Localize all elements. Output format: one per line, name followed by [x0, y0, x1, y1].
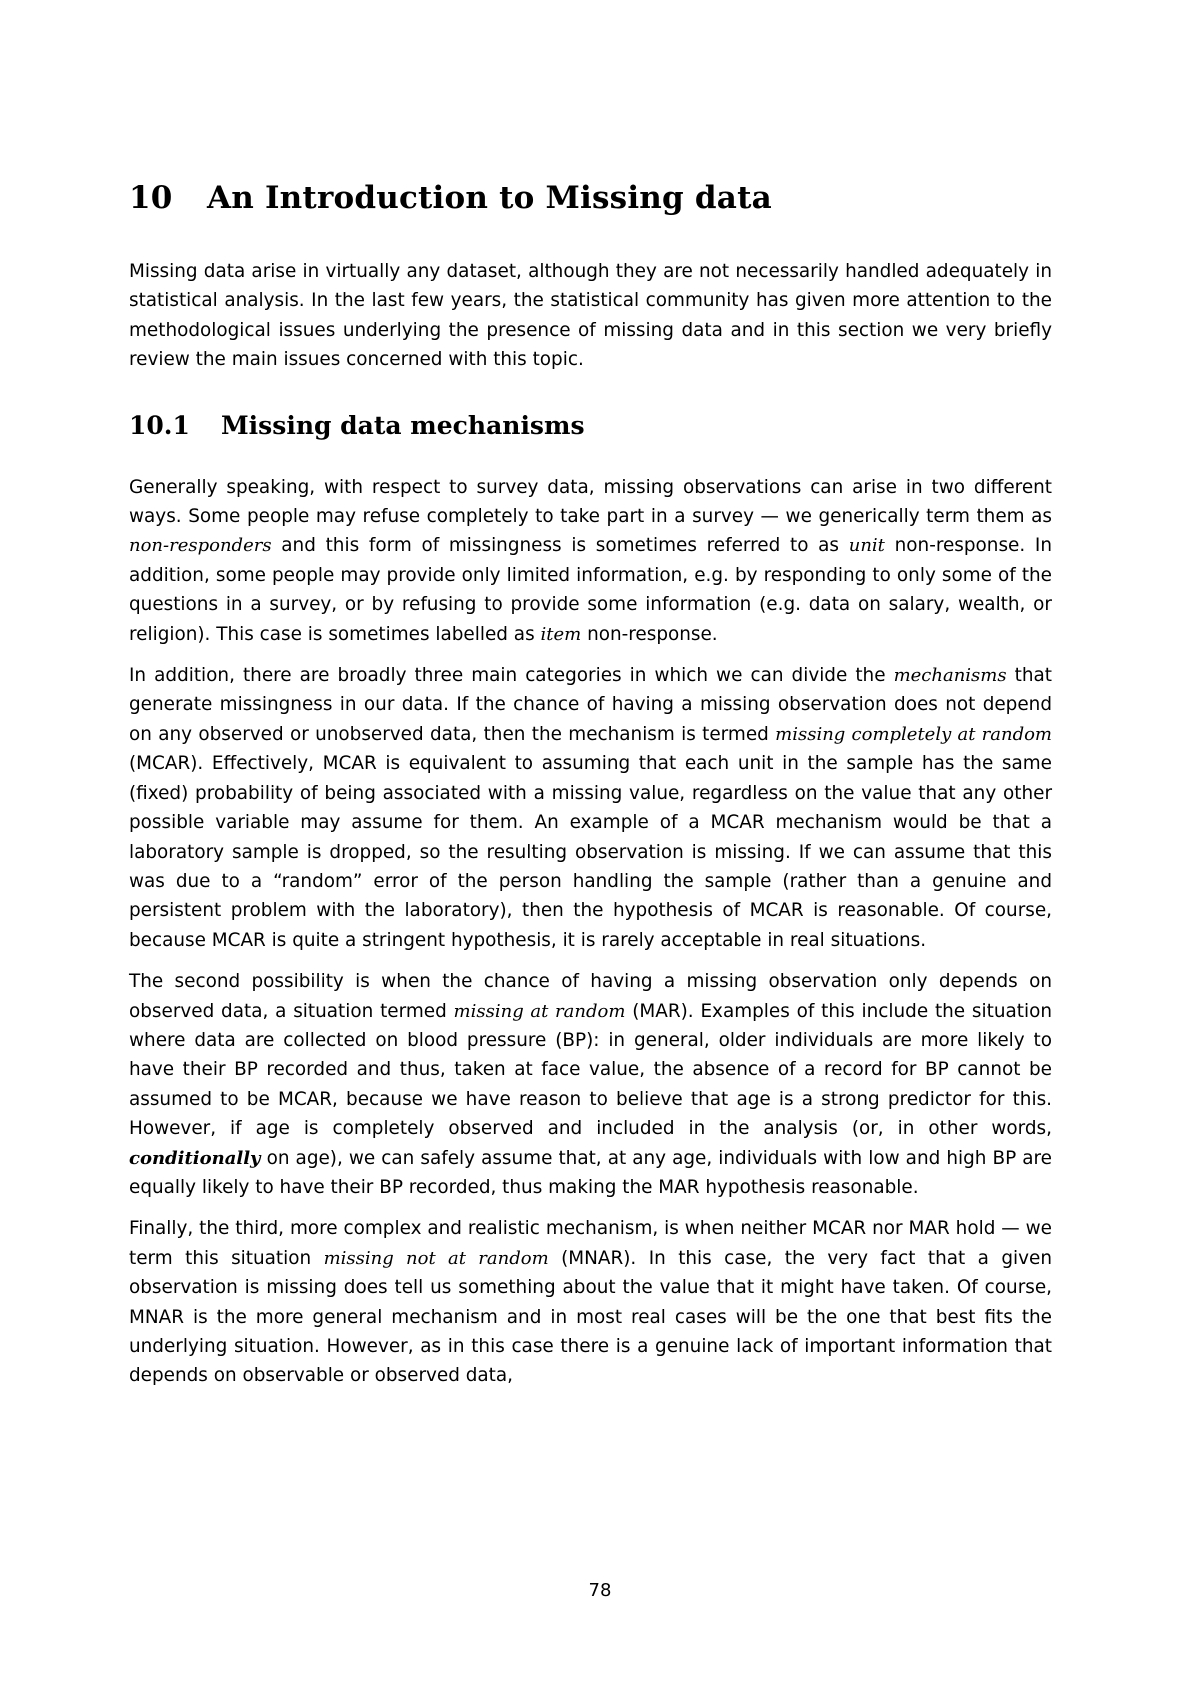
emphasis-item: item	[540, 623, 582, 645]
paragraph-mnar	[129, 1214, 1052, 1390]
emphasis-mcar: missing completely at random	[775, 723, 1052, 745]
text-run: non-response. In addition, some people may provide only limited information, e.g. by responding to only some of the questions in a survey, or by refusing to provide some information (e.g. data on salary, wealth, or religion). This case is sometimes labelled as	[129, 535, 1052, 645]
emphasis-unit: unit	[848, 535, 885, 557]
section-number: 10	[129, 180, 173, 216]
text-run: Generally speaking, with respect to survey data, missing observations can arise in two different ways. Some people may refuse completely to take part in a survey — we generically term them as	[129, 476, 1052, 528]
subsection-number: 10.1	[129, 410, 190, 440]
page-number: 78	[588, 1580, 612, 1601]
emphasis-mnar: missing not at random	[323, 1247, 549, 1269]
section-heading	[129, 178, 1052, 218]
paragraph-survey-nonresponse	[129, 473, 1052, 649]
section-title: An Introduction to Missing data	[207, 180, 772, 216]
emphasis-conditionally: conditionally	[129, 1147, 261, 1169]
emphasis-mar: missing at random	[453, 1000, 626, 1022]
text-run: (MAR). Examples of this include the situation where data are collected on blood pressure (BP): in general, older individuals are more likely to have their BP recorded and thus, taken at face value, the absence of a record for BP cannot be assumed to be MCAR, because we have reason to believe that age is a strong predictor for this. However, if age is completely observed and included in the analysis (or, in other words,	[129, 1000, 1052, 1140]
page-content	[129, 178, 1052, 1403]
paragraph-mar	[129, 967, 1052, 1202]
text-run: on age), we can safely assume that, at any age, individuals with low and high BP are equally likely to have their BP recorded, thus making the MAR hypothesis reasonable.	[129, 1147, 1052, 1198]
text-run: (MCAR). Effectively, MCAR is equivalent to assuming that each unit in the sample has the same (fixed) probability of being associated with a missing value, regardless on the value that any other possible variable may assume for them. An example of a MCAR mechanism would be that a laboratory sample is dropped, so the resulting observation is missing. If we can assume that this was due to a “random” error of the person handling the sample (rather than a genuine and persistent problem with the laboratory), then the hypothesis of MCAR is reasonable. Of course, because MCAR is quite a stringent hypothesis, it is rarely acceptable in real situations.	[129, 753, 1052, 951]
text-run: Finally, the third, more complex and realistic mechanism, is when neither MCAR nor MAR hold — we term this situation	[129, 1218, 1052, 1269]
subsection-title: Missing data mechanisms	[221, 410, 585, 440]
text-run: (MNAR). In this case, the very fact that a given observation is missing does tell us something about the value that it might have taken. Of course, MNAR is the more general mechanism and in most real cases will be the one that best fits the underlying situation. However, as in this case there is a genuine lack of important information that depends on observable or observed data,	[129, 1247, 1053, 1387]
text-run: In addition, there are broadly three main categories in which we can divide the	[129, 665, 894, 687]
text-run: and this form of missingness is sometimes referred to as	[271, 535, 849, 557]
emphasis-mechanisms: mechanisms	[893, 665, 1007, 687]
text-run: The second possibility is when the chance of having a missing observation only depends on observed data, a situation termed	[129, 971, 1052, 1022]
paragraph-mcar	[129, 661, 1052, 955]
text-run: non-response.	[581, 623, 718, 645]
intro-paragraph: Missing data arise in virtually any dataset, although they are not necessarily handled adequately in statistical analysis. In the last few years, the statistical community has given more attention to the methodological issues underlying the presence of missing data and in this section we very briefly review the main issues concerned with this topic.	[129, 261, 1052, 371]
emphasis-non-responders: non-responders	[129, 535, 272, 557]
text-run: that generate missingness in our data. If the chance of having a missing observation does not depend on any observed or unobserved data, then the mechanism is termed	[129, 665, 1052, 745]
subsection-heading	[129, 409, 1052, 443]
